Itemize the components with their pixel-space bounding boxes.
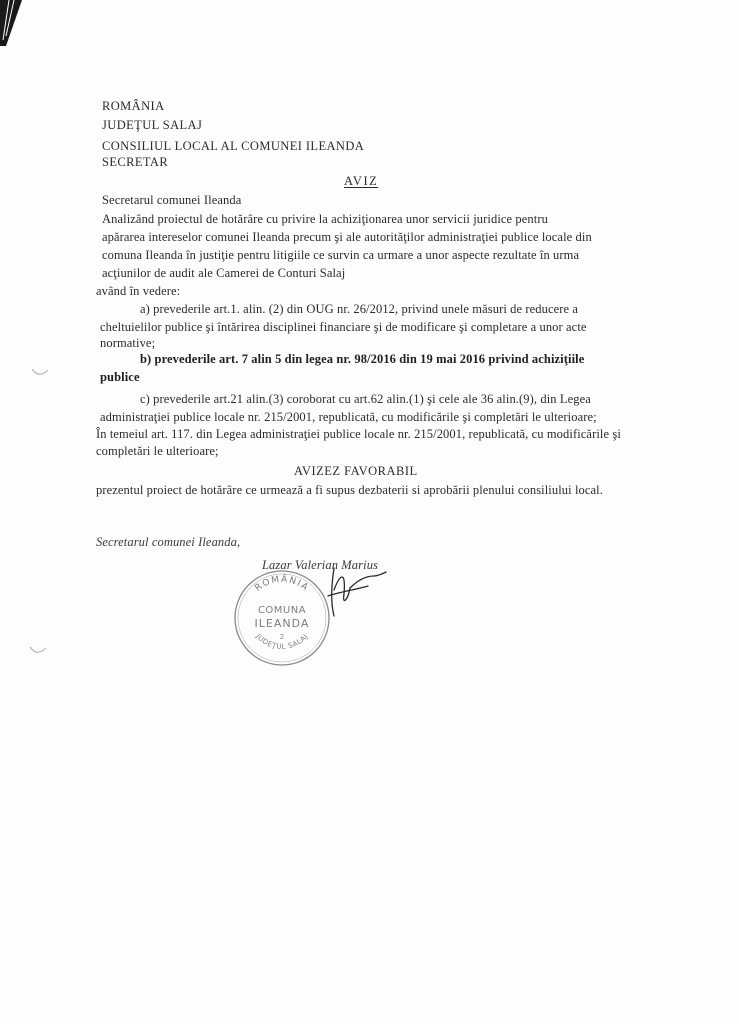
stamp-country-text: ROMÂNIA xyxy=(253,574,311,594)
favorable-opinion-heading: AVIZEZ FAVORABIL xyxy=(294,464,418,478)
list-item-a-cont: normative; xyxy=(100,336,156,350)
list-item-b-cont: publice xyxy=(100,370,140,384)
legal-basis-line: În temeiul art. 117. din Legea administraţiei publice locale nr. 215/2001, republicată, cu modificările şi xyxy=(96,427,621,441)
intro-line: Secretarul comunei Ileanda xyxy=(102,193,242,207)
list-item-a: a) prevederile art.1. alin. (2) din OUG nr. 26/2012, privind unele măsuri de reducere a xyxy=(140,302,579,316)
list-item-a-cont: cheltuielilor publice şi întărirea disciplinei financiare şi de modificare şi completare a unor acte xyxy=(100,320,587,334)
stamp-number: 2 xyxy=(279,633,285,641)
header-county: JUDEŢUL SALAJ xyxy=(102,118,203,132)
paragraph-line: apărarea intereselor comunei Ileanda precum şi ale autorităţilor administraţiei publice locale din xyxy=(102,230,592,244)
header-country: ROMÂNIA xyxy=(102,99,165,113)
list-item-c-cont: administraţiei publice locale nr. 215/2001, republicată, cu modificările şi completări le ulterioare; xyxy=(100,410,597,424)
list-item-c: c) prevederile art.21 alin.(3) coroborat cu art.62 alin.(1) şi cele ale 36 alin.(9), din Legea xyxy=(140,392,591,406)
header-council: CONSILIUL LOCAL AL COMUNEI ILEANDA xyxy=(102,139,365,153)
signature-role: Secretarul comunei Ileanda, xyxy=(96,535,241,549)
signature-name: Lazar Valerian Marius xyxy=(262,558,379,572)
official-stamp xyxy=(232,568,332,668)
document-title: AVIZ xyxy=(344,174,379,188)
scan-smudge-mark xyxy=(30,366,50,380)
closing-line: prezentul proiect de hotărâre ce urmează a fi supus dezbaterii si aprobării plenului consiliului local. xyxy=(96,483,603,497)
paragraph-line: comuna Ileanda în justiţie pentru litigiile ce survin ca urmare a unor aspecte rezultate în urma xyxy=(102,248,580,262)
scan-smudge-mark xyxy=(28,644,48,658)
stamp-county-text: JUDEŢUL SALAJ xyxy=(254,632,310,651)
list-item-b: b) prevederile art. 7 alin 5 din legea nr. 98/2016 din 19 mai 2016 privind achiziţiile xyxy=(140,352,585,366)
scan-edge-mark xyxy=(0,0,22,46)
paragraph-line: acţiunilor de audit ale Camerei de Conturi Salaj xyxy=(102,266,346,280)
legal-basis-line: completări le ulterioare; xyxy=(96,444,219,458)
handwritten-signature xyxy=(320,560,388,622)
stamp-commune-label: COMUNA xyxy=(257,605,307,616)
paragraph-line: având în vedere: xyxy=(96,284,181,298)
stamp-commune-name: ILEANDA xyxy=(254,617,310,630)
header-secretary: SECRETAR xyxy=(102,155,169,169)
paragraph-line: Analizând proiectul de hotărâre cu privire la achiziţionarea unor servicii juridice pentru xyxy=(102,212,548,226)
